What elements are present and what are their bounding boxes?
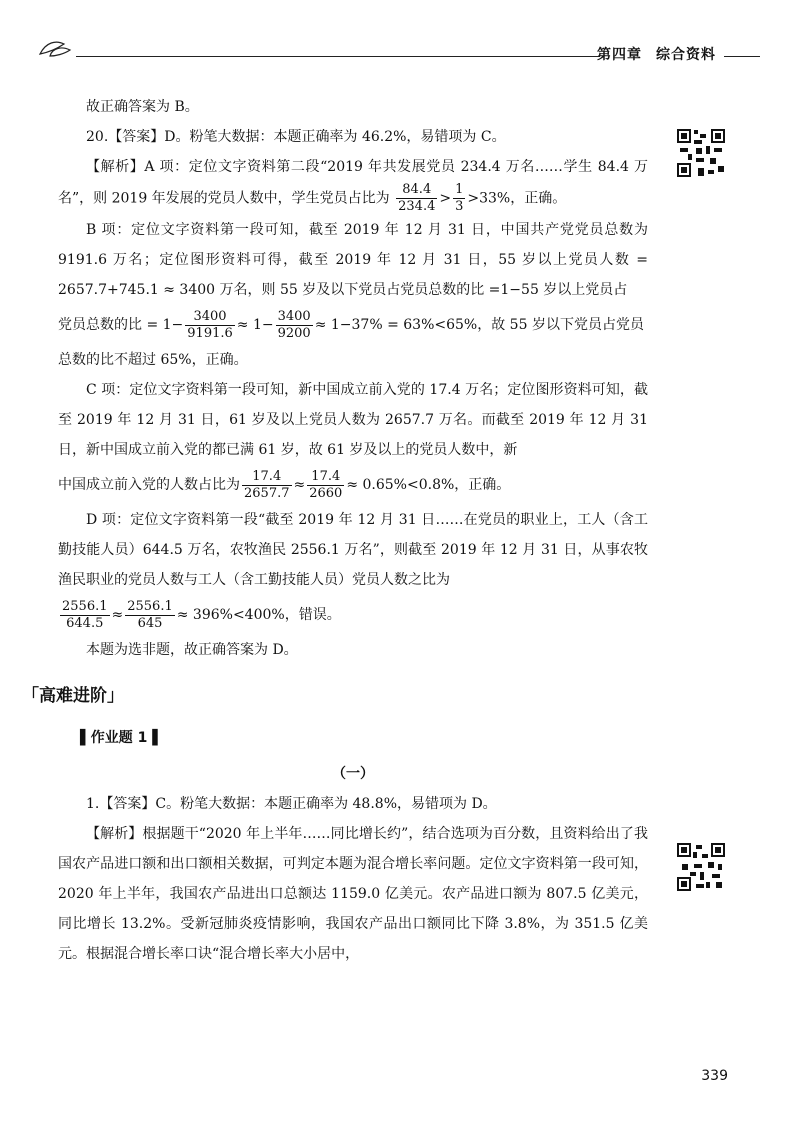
page-content xyxy=(22,92,648,969)
analysis-b: B 项：定位文字资料第一段可知，截至 2019 年 12 月 31 日，中国共产党党员总数为 9191.6 万名；定位图形资料可得，截至 2019 年 12 月 31 日，55 岁以上党员人数 = 2657.7+745.1 ≈ 3400 万名，则 55 岁及以下党员占党员总数的比 =1−55 岁以上党员占 xyxy=(58,222,648,298)
fraction: $\frac{17.4}{2660}$ xyxy=(309,468,343,501)
analysis-b-formula: 党员总数的比 = 1− $\frac{3400}{9191.6}$ ≈ 1− $\frac{3400}{9200}$ ≈ 1−37% = 63%<65%，故 55 岁以下党员占党员 xyxy=(58,308,644,341)
analysis-a: 【解析】A 项：定位文字资料第二段“2019 年共发展党员 234.4 万名……学生 84.4 万名”，则 2019 年发展的党员人数中，学生党员占比为 $\frac{84.4}{234.4}$ > $\frac{1}{3}$ >33%，正确。 xyxy=(58,159,648,214)
analysis-c-formula: 中国成立前入党的人数占比为 $\frac{17.4}{2657.7}$ ≈ $\frac{17.4}{2660}$ ≈ 0.65%<0.8%，正确。 xyxy=(58,468,511,501)
fraction: $\frac{3400}{9200}$ xyxy=(277,308,311,341)
fraction: $\frac{17.4}{2657.7}$ xyxy=(244,468,290,501)
leaf-ornament-icon xyxy=(38,38,72,60)
page-number: 339 xyxy=(701,1068,728,1084)
analysis-b-end: 总数的比不超过 65%，正确。 xyxy=(58,352,248,368)
paragraph: 故正确答案为 B。 xyxy=(86,99,199,115)
fraction: $\frac{2556.1}{644.5}$ xyxy=(62,598,108,631)
qr-code-icon[interactable] xyxy=(676,842,726,892)
section-title: 「高难进阶」 xyxy=(22,686,124,706)
analysis-d-formula: $\frac{2556.1}{644.5}$ ≈ $\frac{2556.1}{645}$ ≈ 396%<400%，错误。 xyxy=(62,598,341,631)
qr-code-icon[interactable] xyxy=(676,128,726,178)
page-header xyxy=(38,38,760,68)
answer-line: 1.【答案】C。粉笔大数据：本题正确率为 48.8%，易错项为 D。 xyxy=(86,796,497,812)
fraction: $\frac{1}{3}$ xyxy=(455,182,464,214)
analysis-d: D 项：定位文字资料第一段“截至 2019 年 12 月 31 日……在党员的职业上，工人（含工勤技能人员）644.5 万名，农牧渔民 2556.1 万名”，则截至 2019 年 12 月 31 日，从事农牧渔民职业的党员人数与工人（含工勤技能人员）党员人数之比为 xyxy=(58,512,648,588)
paragraph: 本题为选非题，故正确答案为 D。 xyxy=(86,642,298,658)
analysis-c: C 项：定位文字资料第一段可知，新中国成立前入党的 17.4 万名；定位图形资料可知，截至 2019 年 12 月 31 日，61 岁及以上党员人数为 2657.7 万名。而截至 2019 年 12 月 31 日，新中国成立前入党的都已满 61 岁，故 61 岁及以上的党员人数中，新 xyxy=(58,382,648,458)
fraction: $\frac{2556.1}{645}$ xyxy=(127,598,173,631)
fraction: $\frac{84.4}{234.4}$ xyxy=(398,182,436,214)
header-rule-end xyxy=(724,56,760,57)
part-marker: （一） xyxy=(332,766,374,782)
fraction: $\frac{3400}{9191.6}$ xyxy=(187,308,233,341)
chapter-title: 第四章 综合资料 xyxy=(597,47,716,63)
answer-line: 20.【答案】D。粉笔大数据：本题正确率为 46.2%，易错项为 C。 xyxy=(86,129,506,145)
homework-title: ▌作业题 1 ▌ xyxy=(80,730,164,746)
header-rule xyxy=(76,56,600,57)
analysis-q1: 【解析】根据题干“2020 年上半年……同比增长约”，结合选项为百分数，且资料给出了我国农产品进口额和出口额相关数据，可判定本题为混合增长率问题。定位文字资料第一段可知，2020 年上半年，我国农产品进出口总额达 1159.0 亿美元。农产品进口额为 807.5 亿美元，同比增长 13.2%。受新冠肺炎疫情影响，我国农产品出口额同比下降 3.8%，为 351.5 亿美元。根据混合增长率口诀“混合增长率大小居中， xyxy=(58,826,648,962)
